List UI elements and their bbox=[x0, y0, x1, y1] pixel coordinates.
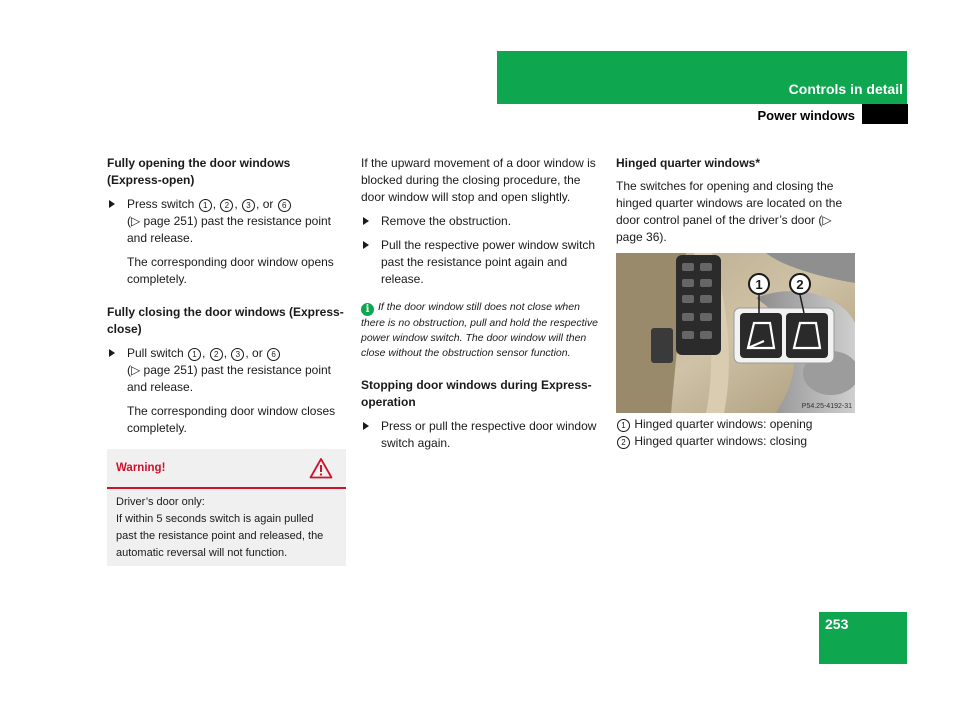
heading-stopping: Stopping door windows during Express-operation bbox=[361, 378, 592, 409]
step-press-or-pull: Press or pull the respective door window switch again. bbox=[361, 418, 601, 452]
heading-express-close: Fully closing the door windows (Express-close) bbox=[107, 305, 344, 336]
switch-6-marker: 6 bbox=[267, 348, 280, 361]
warning-header bbox=[107, 449, 346, 489]
step-remove-obstruction: Remove the obstruction. bbox=[361, 213, 601, 230]
column-right bbox=[616, 155, 856, 450]
info-note: i If the door window still does not close when there is no obstruction, pull and hold the respective power window switch. The door window will then close without the obstruction sensor function. bbox=[361, 301, 598, 359]
heading-express-open: Fully opening the door windows (Express-open) bbox=[107, 156, 291, 187]
switch-6-marker: 6 bbox=[278, 199, 291, 212]
column-left bbox=[107, 155, 347, 437]
step-triangle-icon bbox=[363, 422, 369, 430]
warning-triangle-icon bbox=[309, 457, 333, 479]
page-ref-251: (▷ page 251) past the resistance point and release. bbox=[127, 363, 332, 394]
page-number: 253 bbox=[825, 616, 849, 632]
step-pull-switch: Pull switch 1 , 2 , 3 , or 6 (▷ page 251) past the resistance point and release. bbox=[107, 345, 347, 396]
subsection-title: Power windows bbox=[757, 108, 855, 123]
switch-1-marker: 1 bbox=[199, 199, 212, 212]
section-title: Controls in detail bbox=[788, 81, 903, 97]
result-opens: The corresponding door window opens completely. bbox=[127, 255, 334, 286]
warning-title: Warning! bbox=[116, 462, 166, 474]
column-middle bbox=[361, 155, 601, 452]
warning-body: Driver’s door only: If within 5 seconds switch is again pulled past the resistance point and released, the automatic reversal will not function. bbox=[116, 496, 324, 559]
quarter-windows-paragraph: The switches for opening and closing the hinged quarter windows are located on the door control panel of the driver’s door (▷ page 36). bbox=[616, 179, 843, 244]
step-press-switch: Press switch 1 , 2 , 3 , or 6 (▷ page 251) past the resistance point and release. bbox=[107, 196, 347, 247]
legend-item: 2 Hinged quarter windows: closing bbox=[616, 433, 856, 450]
warning-box bbox=[107, 449, 346, 566]
switch-3-marker: 3 bbox=[231, 348, 244, 361]
photo-code: P54.25-4192-31 bbox=[801, 403, 852, 410]
step-triangle-icon bbox=[363, 217, 369, 225]
step-triangle-icon bbox=[363, 241, 369, 249]
switch-1-marker: 1 bbox=[188, 348, 201, 361]
legend-item: 1 Hinged quarter windows: opening bbox=[616, 416, 856, 433]
switch-3-marker: 3 bbox=[242, 199, 255, 212]
subsection-tab bbox=[862, 104, 908, 124]
photo-legend bbox=[616, 416, 856, 450]
step-triangle-icon bbox=[109, 349, 115, 357]
photo-callout-1: 1 bbox=[755, 277, 763, 292]
heading-quarter-windows: Hinged quarter windows* bbox=[616, 156, 761, 170]
switch-2-marker: 2 bbox=[220, 199, 233, 212]
photo-callout-2: 2 bbox=[796, 277, 804, 292]
switch-2-marker: 2 bbox=[210, 348, 223, 361]
step-triangle-icon bbox=[109, 200, 115, 208]
info-icon: i bbox=[361, 303, 374, 316]
step-pull-again: Pull the respective power window switch past the resistance point again and release. bbox=[361, 237, 601, 288]
result-closes: The corresponding door window closes completely. bbox=[127, 404, 336, 435]
blocked-paragraph: If the upward movement of a door window is blocked during the closing procedure, the door window will stop and open slightly. bbox=[361, 156, 596, 204]
door-panel-photo bbox=[616, 253, 855, 413]
page-ref-251: (▷ page 251) past the resistance point and release. bbox=[127, 214, 332, 245]
